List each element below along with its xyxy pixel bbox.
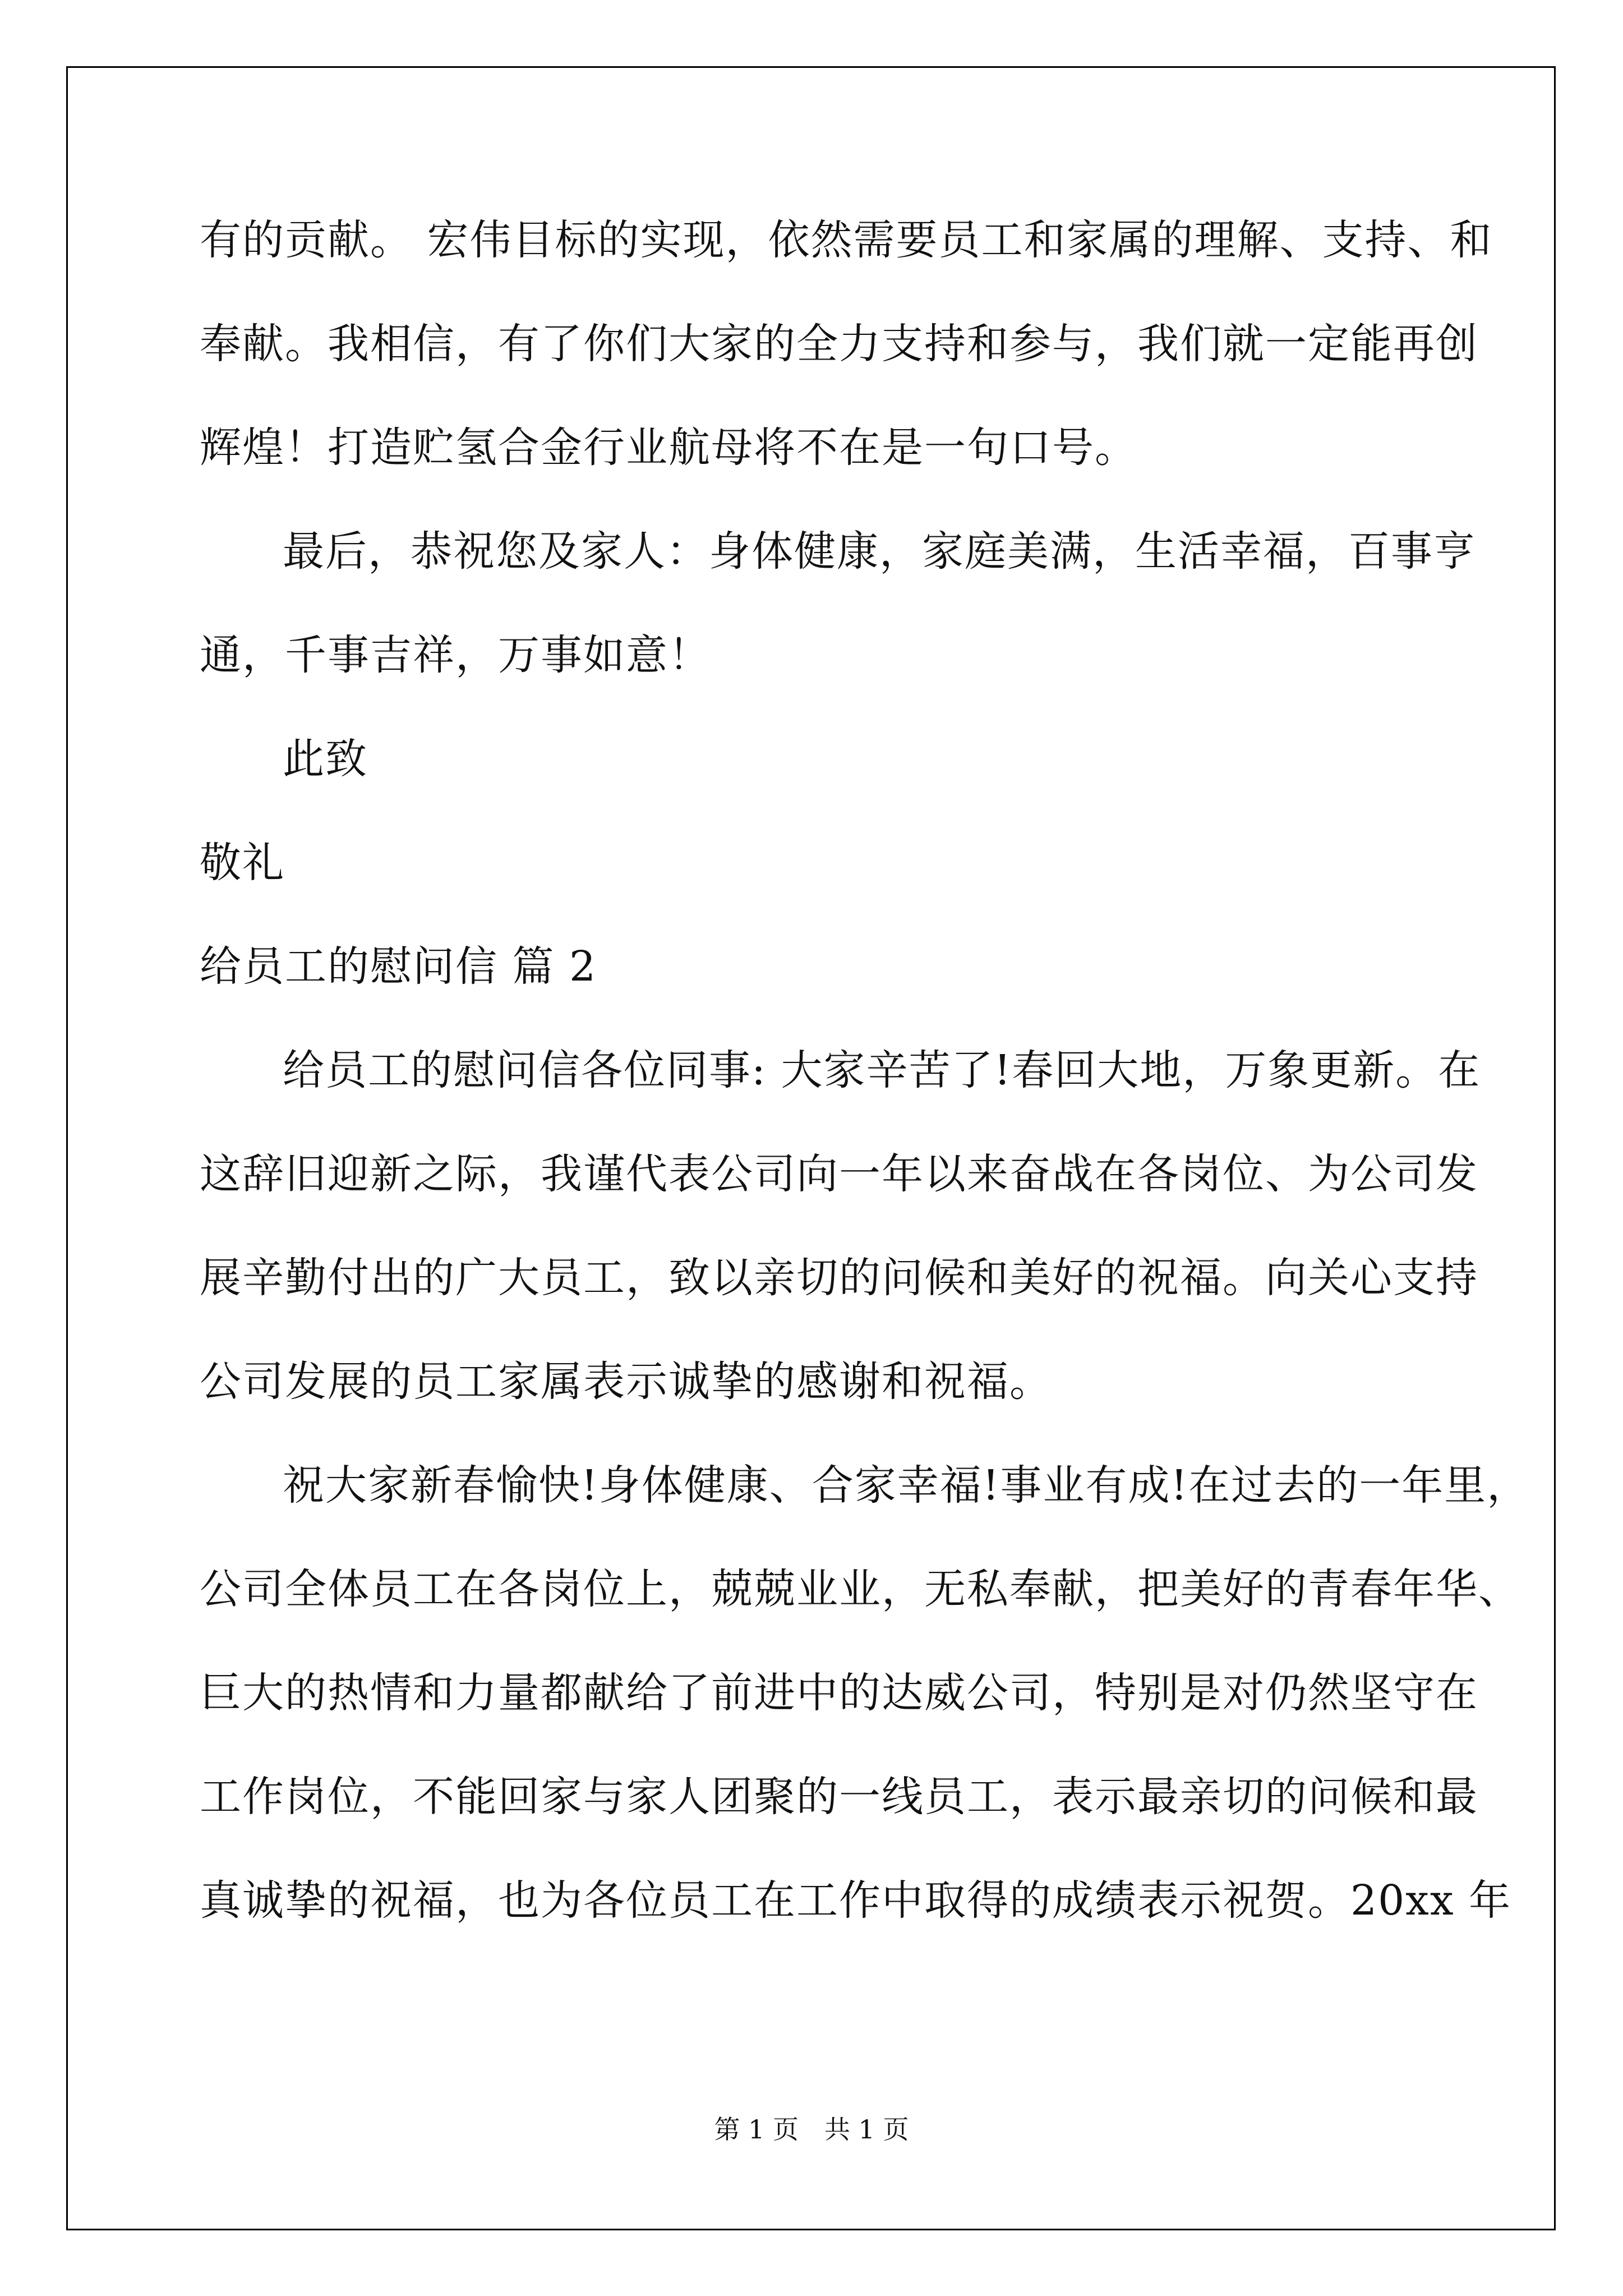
text-line: 巨大的热情和力量都献给了前进中的达威公司，特别是对仍然坚守在: [200, 1669, 1478, 1717]
page-number-footer: 第 1 页 共 1 页: [714, 2114, 909, 2145]
closing-salutation: 此致: [283, 735, 368, 783]
text-line: 公司全体员工在各岗位上，兢兢业业，无私奉献，把美好的青春年华、: [200, 1565, 1521, 1613]
text-line: 这辞旧迎新之际，我谨代表公司向一年以来奋战在各岗位、为公司发: [200, 1150, 1478, 1198]
text-line: 辉煌！打造贮氢合金行业航母将不在是一句口号。: [200, 424, 1137, 472]
text-line: 有的贡献。 宏伟目标的实现，依然需要员工和家属的理解、支持、和: [200, 216, 1493, 264]
text-line: 真诚挚的祝福，也为各位员工在工作中取得的成绩表示祝贺。20xx 年: [200, 1876, 1512, 1925]
text-line: 最后，恭祝您及家人：身体健康，家庭美满，生活幸福，百事亨: [283, 527, 1476, 576]
text-line: 工作岗位，不能回家与家人团聚的一线员工，表示最亲切的问候和最: [200, 1773, 1478, 1821]
text-line: 祝大家新春愉快!身体健康、合家幸福!事业有成!在过去的一年里，: [283, 1461, 1530, 1510]
text-line: 通，千事吉祥，万事如意！: [200, 631, 711, 679]
text-line: 展辛勤付出的广大员工，致以亲切的问候和美好的祝福。向关心支持: [200, 1254, 1478, 1302]
text-line: 奉献。我相信，有了你们大家的全力支持和参与，我们就一定能再创: [200, 320, 1478, 368]
closing-regards: 敬礼: [200, 839, 285, 887]
text-line: 给员工的慰问信各位同事: 大家辛苦了!春回大地，万象更新。在: [283, 1046, 1481, 1094]
section-heading: 给员工的慰问信 篇 2: [200, 942, 597, 991]
text-line: 公司发展的员工家属表示诚挚的感谢和祝福。: [200, 1358, 1052, 1406]
